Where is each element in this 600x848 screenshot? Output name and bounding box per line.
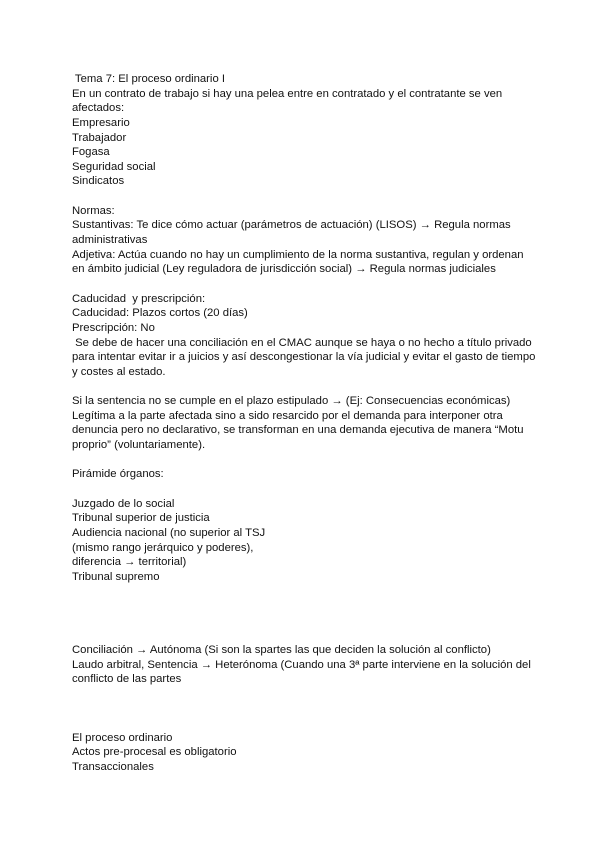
blank-line [72,599,542,614]
blank-line [72,584,542,599]
text-line: y costes al estado. [72,365,166,378]
blank-line [72,687,542,702]
document-body [72,72,542,775]
text-line: El proceso ordinario [72,731,173,744]
text-line: Si la sentencia no se cumple en el plazo estipulado → (Ej: Consecuencias económicas) [72,395,511,408]
text-line: (mismo rango jerárquico y poderes), [72,541,254,554]
text-line: Empresario [72,116,130,129]
text-line: Normas: [72,204,115,217]
blank-line [72,482,542,497]
text-line: Sindicatos [72,175,125,188]
text-line: denuncia pero no declarativo, se transforman en una demanda ejecutiva de manera “Motu [72,424,524,437]
text-line: para intentar evitar ir a juicios y así descongestionar la vía judicial y evitar el gasto de tiempo [72,351,536,364]
blank-line [72,277,542,292]
blank-line [72,189,542,204]
text-line: proprio” (voluntariamente). [72,439,206,452]
text-line: Legítima a la parte afectada sino a sido resarcido por el demanda para interponer otra [72,409,503,422]
blank-line [72,614,542,629]
document-title: Tema 7: El proceso ordinario I [72,73,226,85]
blank-line [72,716,542,731]
text-line: administrativas [72,234,148,247]
text-line: en ámbito judicial (Ley reguladora de jurisdicción social) → Regula normas judiciales [72,263,496,276]
text-line: Sustantivas: Te dice cómo actuar (parámetros de actuación) (LISOS) → Regula normas [72,219,511,232]
text-line: En un contrato de trabajo si hay una pelea entre en contratado y el contratante se ven [72,87,503,100]
text-line: Transaccionales [72,761,154,774]
text-line: Tribunal superior de justicia [72,512,210,525]
text-line: Fogasa [72,146,110,159]
text-line: Se debe de hacer una conciliación en el CMAC aunque se haya o no hecho a título privado [72,336,532,349]
text-line: diferencia → territorial) [72,556,187,569]
blank-line [72,379,542,394]
text-line: Adjetiva: Actúa cuando no hay un cumplimiento de la norma sustantiva, regulan y ordenan [72,248,524,261]
text-line: Actos pre-procesal es obligatorio [72,746,237,759]
text-line: Pirámide órganos: [72,468,164,481]
blank-line [72,628,542,643]
text-line: Prescripción: No [72,321,155,334]
text-line: Caducidad y prescripción: [72,292,206,305]
text-line: conflicto de las partes [72,673,182,686]
text-line: Tribunal supremo [72,570,160,583]
text-line: Trabajador [72,131,127,144]
text-line: Seguridad social [72,160,156,173]
text-line: Conciliación → Autónoma (Si son la spartes las que deciden la solución al conflicto) [72,643,491,656]
text-line: Caducidad: Plazos cortos (20 días) [72,307,248,320]
text-line: afectados: [72,102,125,115]
text-line: Laudo arbitral, Sentencia → Heterónoma (Cuando una 3ª parte interviene en la solución del [72,658,531,671]
blank-line [72,453,542,468]
blank-line [72,702,542,717]
text-line: Audiencia nacional (no superior al TSJ [72,526,266,539]
text-line: Juzgado de lo social [72,497,175,510]
